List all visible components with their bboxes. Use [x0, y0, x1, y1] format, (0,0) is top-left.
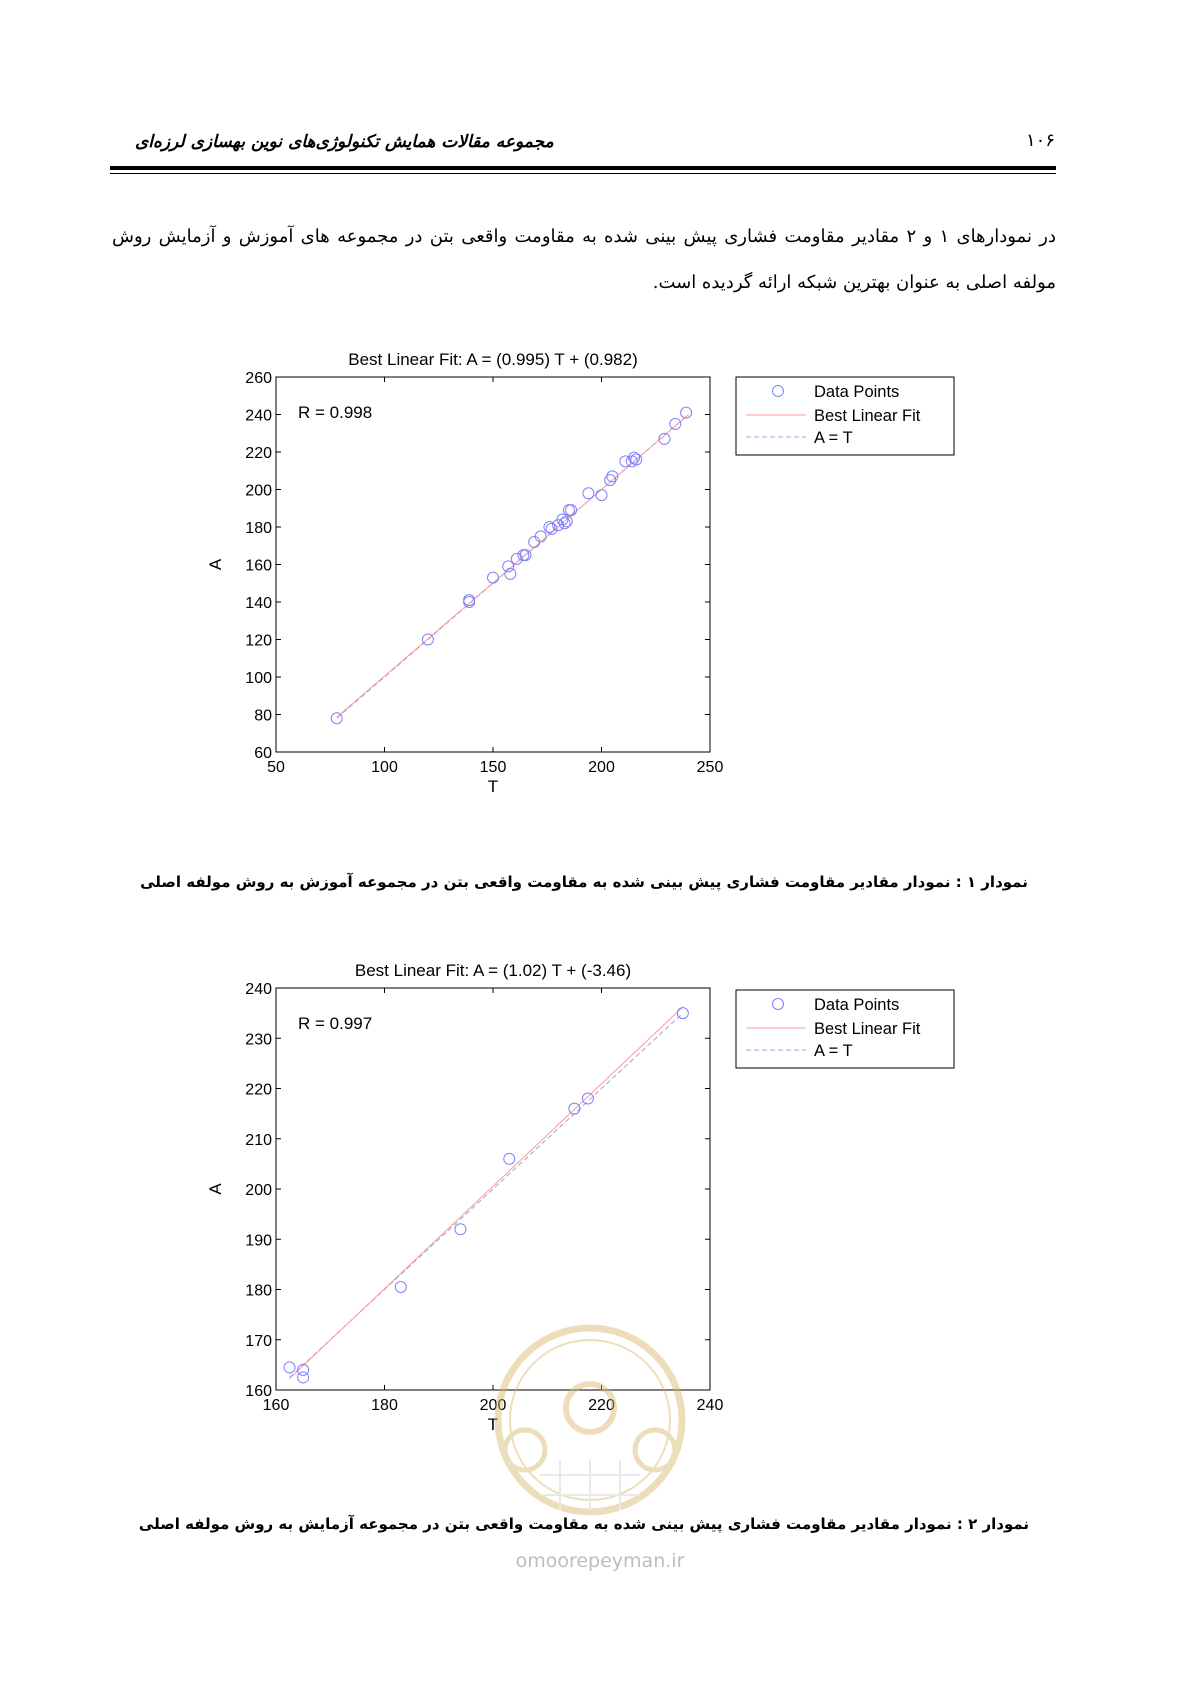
chart-2-y-tick-label: 220 — [245, 1081, 272, 1099]
chart-2-y-axis-label: A — [206, 1183, 225, 1195]
chart-2-y-tick-label: 170 — [245, 1332, 272, 1350]
chart-2-y-tick-label: 240 — [245, 981, 272, 998]
chart-2-x-axis-label: T — [487, 1415, 499, 1434]
chart-1-y-tick-label: 100 — [245, 670, 272, 687]
chart-2-x-tick-label: 160 — [262, 1397, 290, 1414]
chart-1-y-axis-label: A — [206, 558, 225, 571]
chart-2-r-value: R = 0.997 — [298, 1014, 373, 1033]
chart-1-x-axis-label: T — [487, 777, 499, 796]
chart-1-y-tick-label: 140 — [245, 595, 272, 612]
journal-title: مجموعه مقالات همایش تکنولوژی‌های نوین بهسازی لرزه‌ای — [135, 132, 554, 152]
chart-2-y-tick-label: 200 — [245, 1182, 272, 1199]
chart-1-y-tick-label: 220 — [245, 445, 272, 462]
chart-1-y-tick-label: 260 — [245, 370, 272, 387]
chart-2-x-tick-label: 180 — [371, 1397, 398, 1414]
chart-2-title: Best Linear Fit: A = (1.02) T + (-3.46) — [354, 961, 632, 980]
chart-1-legend-label: Data Points — [814, 383, 900, 401]
watermark-site: omoorepeyman.ir — [515, 1550, 685, 1572]
chart-1-title: Best Linear Fit: A = (0.995) T + (0.982) — [348, 350, 638, 369]
body-paragraph: در نمودارهای ۱ و ۲ مقادیر مقاومت فشاری پیش بینی شده به مقاومت واقعی بتن در مجموعه های آموزش و آزمایش روش مولفه اصلی به عنوان بهترین شبکه ارائه گردیده است. — [112, 226, 1056, 293]
chart-1-y-tick-label: 240 — [245, 407, 272, 425]
chart-1-y-tick-label: 200 — [245, 482, 272, 500]
chart-1-y-tick-label: 180 — [245, 520, 272, 537]
chart-1-r-value: R = 0.998 — [298, 403, 373, 422]
chart-1-y-tick-label: 160 — [245, 557, 272, 575]
chart-1-x-tick-label: 50 — [267, 759, 285, 776]
chart-1-y-tick-label: 80 — [254, 707, 272, 725]
chart-1-legend-label: Best Linear Fit — [814, 407, 921, 425]
chart-1-legend-label: A = T — [814, 429, 853, 447]
chart-1-y-tick-label: 120 — [245, 632, 272, 650]
chart-2-y-tick-label: 230 — [245, 1031, 272, 1049]
page-number: ۱۰۶ — [1026, 130, 1056, 151]
chart-2-legend-label: Best Linear Fit — [814, 1020, 921, 1038]
chart-1-x-tick-label: 150 — [479, 759, 507, 776]
chart-2-x-tick-label: 200 — [479, 1397, 507, 1414]
chart-2-y-tick-label: 160 — [245, 1383, 272, 1400]
chart-2-y-tick-label: 180 — [245, 1282, 272, 1300]
chart-1-y-tick-label: 60 — [254, 745, 272, 762]
chart-2-legend-label: A = T — [814, 1042, 853, 1060]
chart-1-x-tick-label: 200 — [588, 759, 615, 776]
chart-1-x-tick-label: 250 — [696, 759, 724, 776]
figure-2-caption: نمودار ۲ : نمودار مقادیر مقاومت فشاری پیش بینی شده به مقاومت واقعی بتن در مجموعه آزمایش به روش مولفه اصلی — [138, 1515, 1030, 1533]
chart-2-y-tick-label: 190 — [245, 1232, 272, 1250]
chart-1-x-tick-label: 100 — [371, 759, 398, 776]
chart-2-x-tick-label: 220 — [588, 1397, 615, 1414]
chart-2-x-tick-label: 240 — [696, 1397, 724, 1414]
chart-2-y-tick-label: 210 — [245, 1131, 272, 1149]
figure-1-caption: نمودار ۱ : نمودار مقادیر مقاومت فشاری پیش بینی شده به مقاومت واقعی بتن در مجموعه آموزش به روش مولفه اصلی — [140, 873, 1028, 891]
chart-2-legend-label: Data Points — [814, 996, 900, 1014]
